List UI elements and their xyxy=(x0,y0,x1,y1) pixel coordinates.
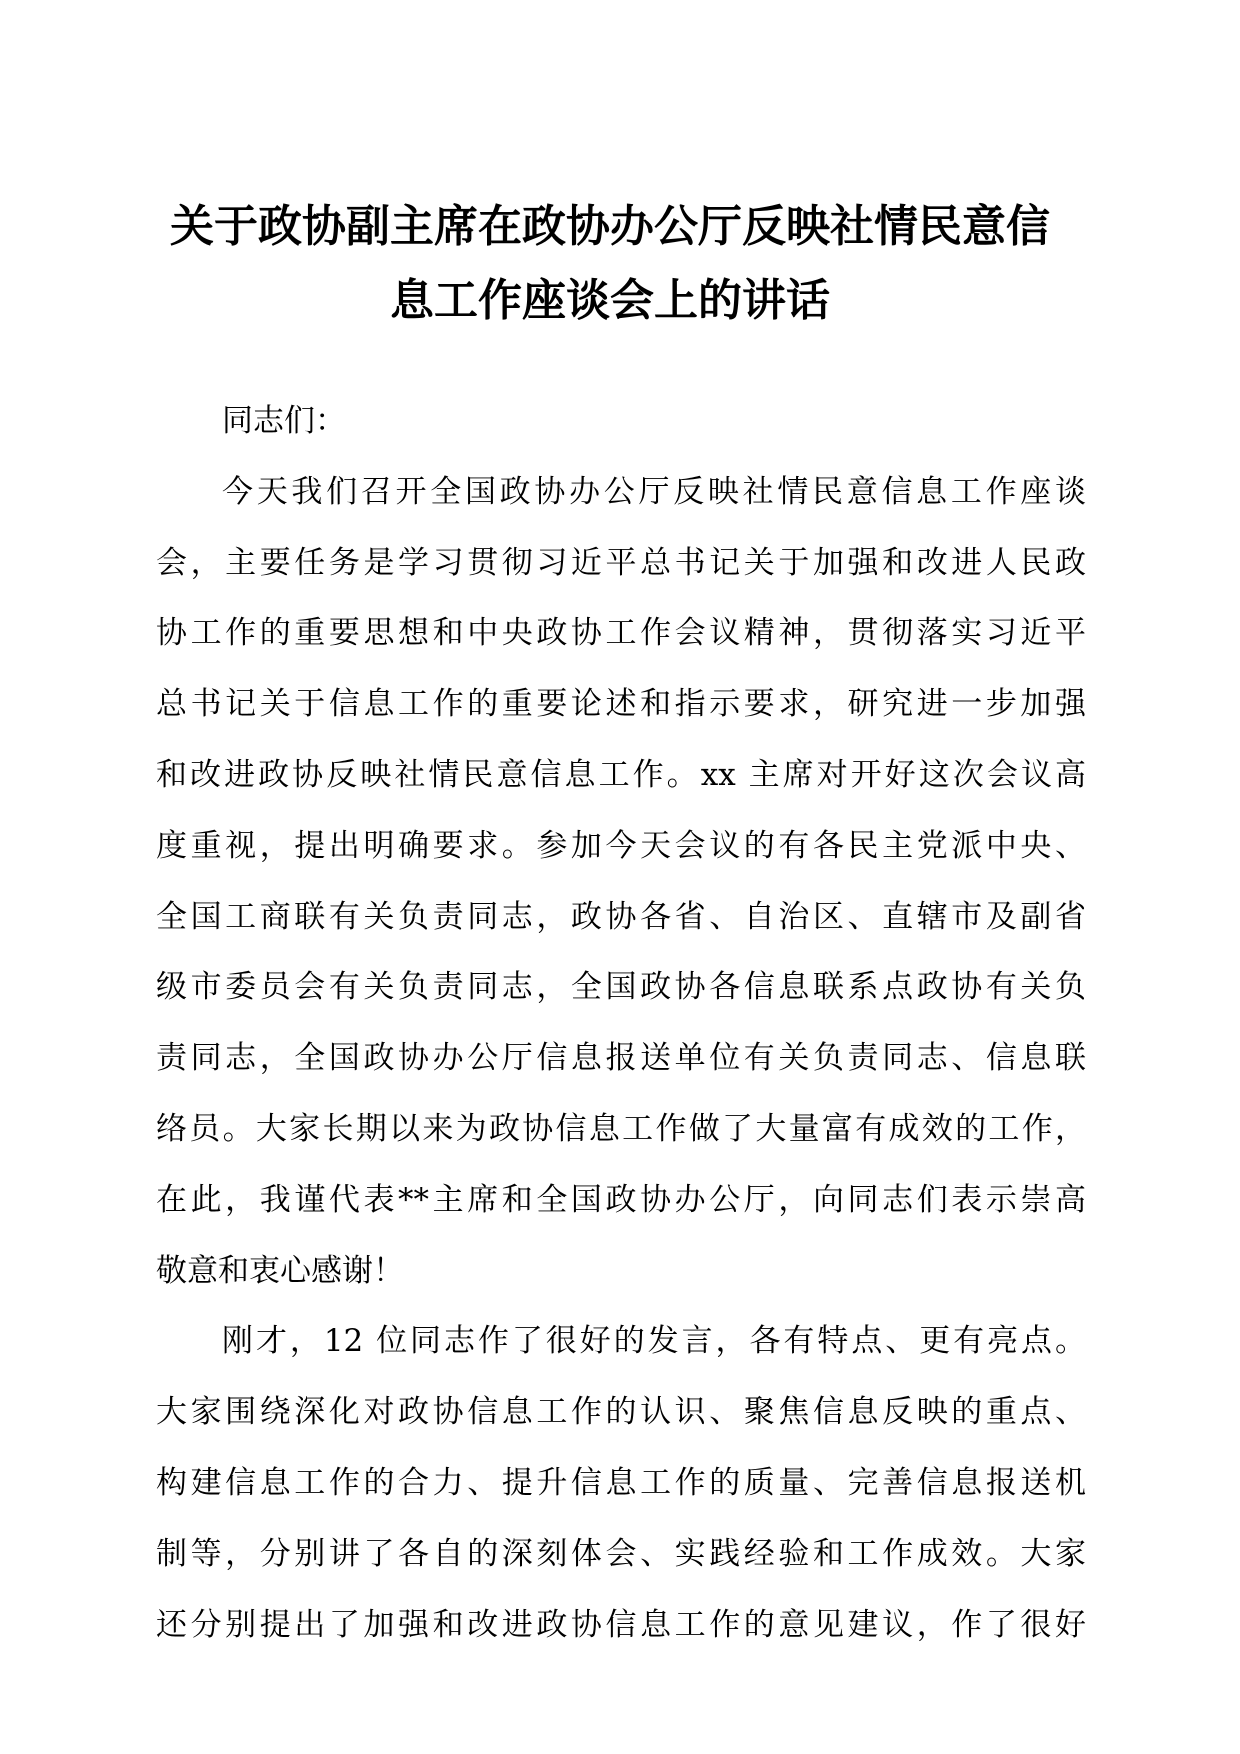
document-body xyxy=(156,386,1086,1660)
paragraph-line: 今天我们召开全国政协办公厅反映社情民意信息工作座谈 xyxy=(222,473,1086,510)
greeting: 同志们： xyxy=(222,403,346,439)
paragraph-line: 制等，分别讲了各自的深刻体会、实践经验和工作成效。大家 xyxy=(156,1535,1086,1572)
paragraph-line: 责同志，全国政协办公厅信息报送单位有关负责同志、信息联 xyxy=(156,1040,1086,1077)
paragraph-line: 还分别提出了加强和改进政协信息工作的意见建议，作了很好 xyxy=(156,1606,1086,1643)
paragraph-line: 级市委员会有关负责同志，全国政协各信息联系点政协有关负 xyxy=(156,969,1086,1006)
title-line: 关于政协副主席在政协办公厅反映社情民意信 xyxy=(170,201,1050,252)
paragraph-line: 敬意和衷心感谢！ xyxy=(156,1252,404,1289)
paragraph-line: 刚才，12 位同志作了很好的发言，各有特点、更有亮点。 xyxy=(222,1323,1086,1360)
paragraph-line: 度重视，提出明确要求。参加今天会议的有各民主党派中央、 xyxy=(156,827,1086,864)
paragraph-line: 总书记关于信息工作的重要论述和指示要求，研究进一步加强 xyxy=(156,686,1086,723)
paragraph-line: 和改进政协反映社情民意信息工作。xx 主席对开好这次会议高 xyxy=(156,756,1086,793)
paragraph-line: 协工作的重要思想和中央政协工作会议精神，贯彻落实习近平 xyxy=(156,615,1086,652)
paragraph-line: 络员。大家长期以来为政协信息工作做了大量富有成效的工作， xyxy=(156,1110,1086,1147)
paragraph-line: 全国工商联有关负责同志，政协各省、自治区、直辖市及副省 xyxy=(156,898,1086,935)
document-title xyxy=(140,190,1080,338)
paragraph-line: 在此，我谨代表**主席和全国政协办公厅，向同志们表示崇高 xyxy=(156,1181,1086,1218)
title-line: 息工作座谈会上的讲话 xyxy=(390,275,830,326)
paragraph-line: 构建信息工作的合力、提升信息工作的质量、完善信息报送机 xyxy=(156,1464,1086,1501)
paragraph-line: 大家围绕深化对政协信息工作的认识、聚焦信息反映的重点、 xyxy=(156,1394,1086,1431)
paragraph-line: 会，主要任务是学习贯彻习近平总书记关于加强和改进人民政 xyxy=(156,544,1086,581)
